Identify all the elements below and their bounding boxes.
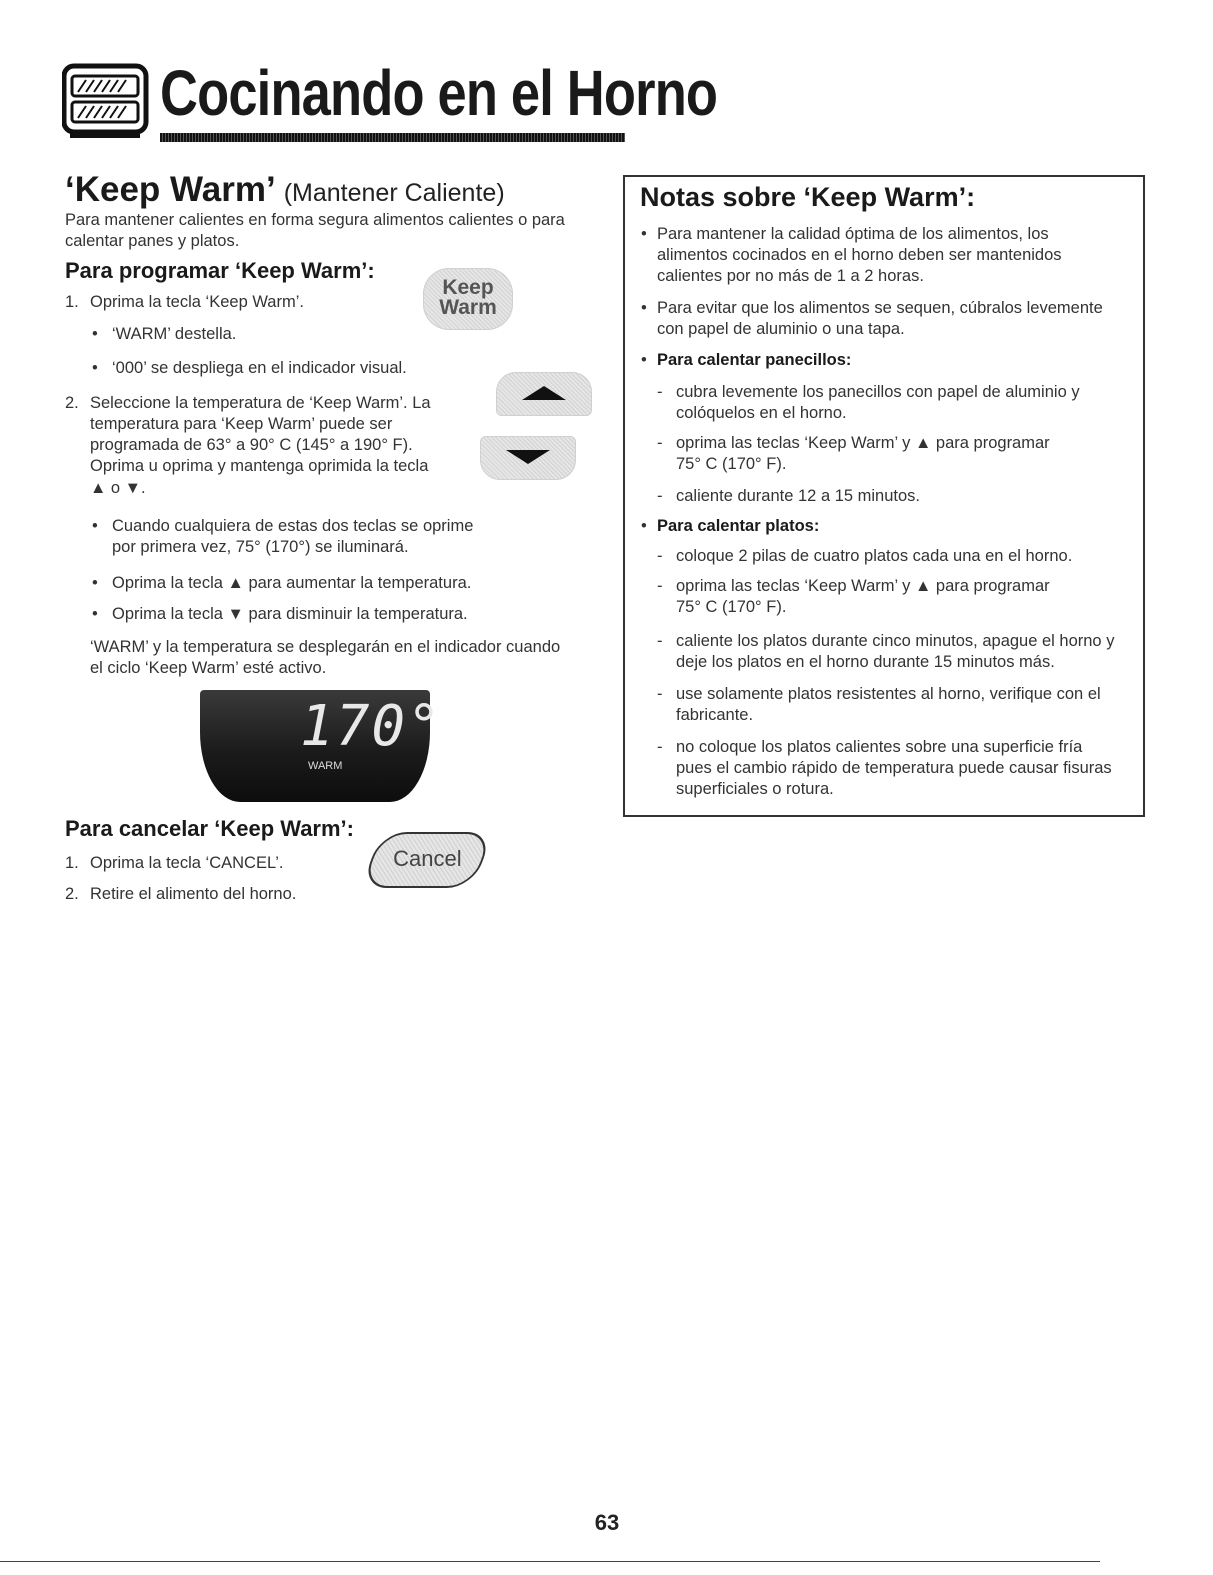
note-subheading: Para calentar platos:	[657, 517, 820, 535]
down-arrow-icon	[506, 450, 550, 464]
keep-warm-key-label: Keep	[442, 276, 494, 299]
note-line: no coloque los platos calientes sobre una superficie fría	[676, 738, 1083, 756]
bullet-text-line: por primera vez, 75° (170°) se iluminará.	[112, 538, 409, 556]
note-line: oprima las teclas ‘Keep Warm’ y ▲ para programar	[676, 434, 1050, 452]
step-text-line: Oprima u oprima y mantenga oprimida la tecla	[90, 457, 429, 475]
note-line: pues el cambio rápido de temperatura puede causar fisuras	[676, 759, 1112, 777]
program-heading: Para programar ‘Keep Warm’:	[65, 258, 375, 283]
section-heading-sub: (Mantener Caliente)	[283, 179, 505, 207]
dash: -	[657, 547, 663, 565]
bullet: •	[641, 351, 647, 369]
down-arrow-key[interactable]	[480, 436, 576, 480]
notes-title: Notas sobre ‘Keep Warm’:	[640, 182, 976, 212]
dash: -	[657, 434, 663, 452]
dash: -	[657, 487, 663, 505]
bullet: •	[92, 325, 98, 343]
keep-warm-key-label: Warm	[439, 296, 497, 319]
step-text-line: Seleccione la temperatura de ‘Keep Warm’. La	[90, 394, 431, 412]
note-line: cubra levemente los panecillos con papel de aluminio y	[676, 383, 1080, 401]
bullet: •	[641, 517, 647, 535]
step-number: 1.	[65, 293, 79, 311]
cancel-heading: Para cancelar ‘Keep Warm’:	[65, 816, 354, 841]
display-temperature: 170°	[300, 694, 443, 759]
page-number: 63	[594, 1510, 620, 1535]
note-line: Para mantener la calidad óptima de los alimentos, los	[657, 225, 1049, 243]
dash: -	[657, 632, 663, 650]
note-subheading: Para calentar panecillos:	[657, 351, 852, 369]
bullet-text-line: Cuando cualquiera de estas dos teclas se oprime	[112, 517, 474, 535]
oven-display	[200, 690, 443, 802]
note-line: fabricante.	[676, 706, 754, 724]
up-arrow-key[interactable]	[496, 372, 592, 416]
keep-warm-key[interactable]	[423, 268, 513, 330]
step-text: Oprima la tecla ‘Keep Warm’.	[90, 293, 304, 311]
up-arrow-icon	[522, 386, 566, 400]
body-text-line: el ciclo ‘Keep Warm’ esté activo.	[90, 659, 327, 677]
bullet: •	[92, 517, 98, 535]
note-line: caliente durante 12 a 15 minutos.	[676, 487, 920, 505]
step-number: 2.	[65, 394, 79, 412]
bullet: •	[641, 225, 647, 243]
note-line: colóquelos en el horno.	[676, 404, 847, 422]
dash: -	[657, 738, 663, 756]
note-line: Para evitar que los alimentos se sequen, cúbralos levemente	[657, 299, 1103, 317]
step-text-line: temperatura para ‘Keep Warm’ puede ser	[90, 415, 393, 433]
bullet: •	[92, 574, 98, 592]
bullet: •	[92, 605, 98, 623]
step-text: Retire el alimento del horno.	[90, 885, 297, 903]
display-warm-label: WARM	[308, 760, 343, 772]
bullet-text: Oprima la tecla ▼ para disminuir la temperatura.	[112, 605, 468, 623]
body-text-line: ‘WARM’ y la temperatura se desplegarán en el indicador cuando	[90, 638, 561, 656]
bullet: •	[641, 299, 647, 317]
note-line: superficiales o rotura.	[676, 780, 834, 798]
note-line: oprima las teclas ‘Keep Warm’ y ▲ para programar	[676, 577, 1050, 595]
note-line: calientes por no más de 1 a 2 horas.	[657, 267, 924, 285]
step-text-line: programada de 63° a 90° C (145° a 190° F).	[90, 436, 413, 454]
bullet-text: Oprima la tecla ▲ para aumentar la temperatura.	[112, 574, 472, 592]
note-line: 75° C (170° F).	[676, 455, 787, 473]
step-number: 1.	[65, 854, 79, 872]
dash: -	[657, 685, 663, 703]
note-line: coloque 2 pilas de cuatro platos cada una en el horno.	[676, 547, 1073, 565]
section-heading-main: ‘Keep Warm’	[65, 170, 276, 209]
note-line: use solamente platos resistentes al horno, verifique con el	[676, 685, 1101, 703]
note-line: con papel de aluminio o una tapa.	[657, 320, 905, 338]
step-text: Oprima la tecla ‘CANCEL’.	[90, 854, 284, 872]
page-title: Cocinando en el Horno	[160, 57, 718, 129]
note-line: 75° C (170° F).	[676, 598, 787, 616]
cancel-key[interactable]	[361, 832, 493, 888]
cancel-key-label: Cancel	[393, 846, 462, 871]
bullet-text: ‘WARM’ destella.	[112, 325, 237, 343]
oven-icon	[62, 62, 150, 140]
bottom-rule	[0, 1561, 1100, 1562]
step-text-line: ▲ o ▼.	[90, 479, 146, 497]
bullet-text: ‘000’ se despliega en el indicador visual.	[112, 359, 407, 377]
note-line: alimentos cocinados en el horno deben ser mantenidos	[657, 246, 1062, 264]
note-line: caliente los platos durante cinco minutos, apague el horno y	[676, 632, 1115, 650]
step-number: 2.	[65, 885, 79, 903]
note-line: deje los platos en el horno durante 15 minutos más.	[676, 653, 1055, 671]
dash: -	[657, 383, 663, 401]
bullet: •	[92, 359, 98, 377]
intro-text-line: Para mantener calientes en forma segura alimentos calientes o para	[65, 211, 565, 229]
title-rule	[160, 133, 625, 142]
dash: -	[657, 577, 663, 595]
intro-text-line: calentar panes y platos.	[65, 232, 240, 250]
